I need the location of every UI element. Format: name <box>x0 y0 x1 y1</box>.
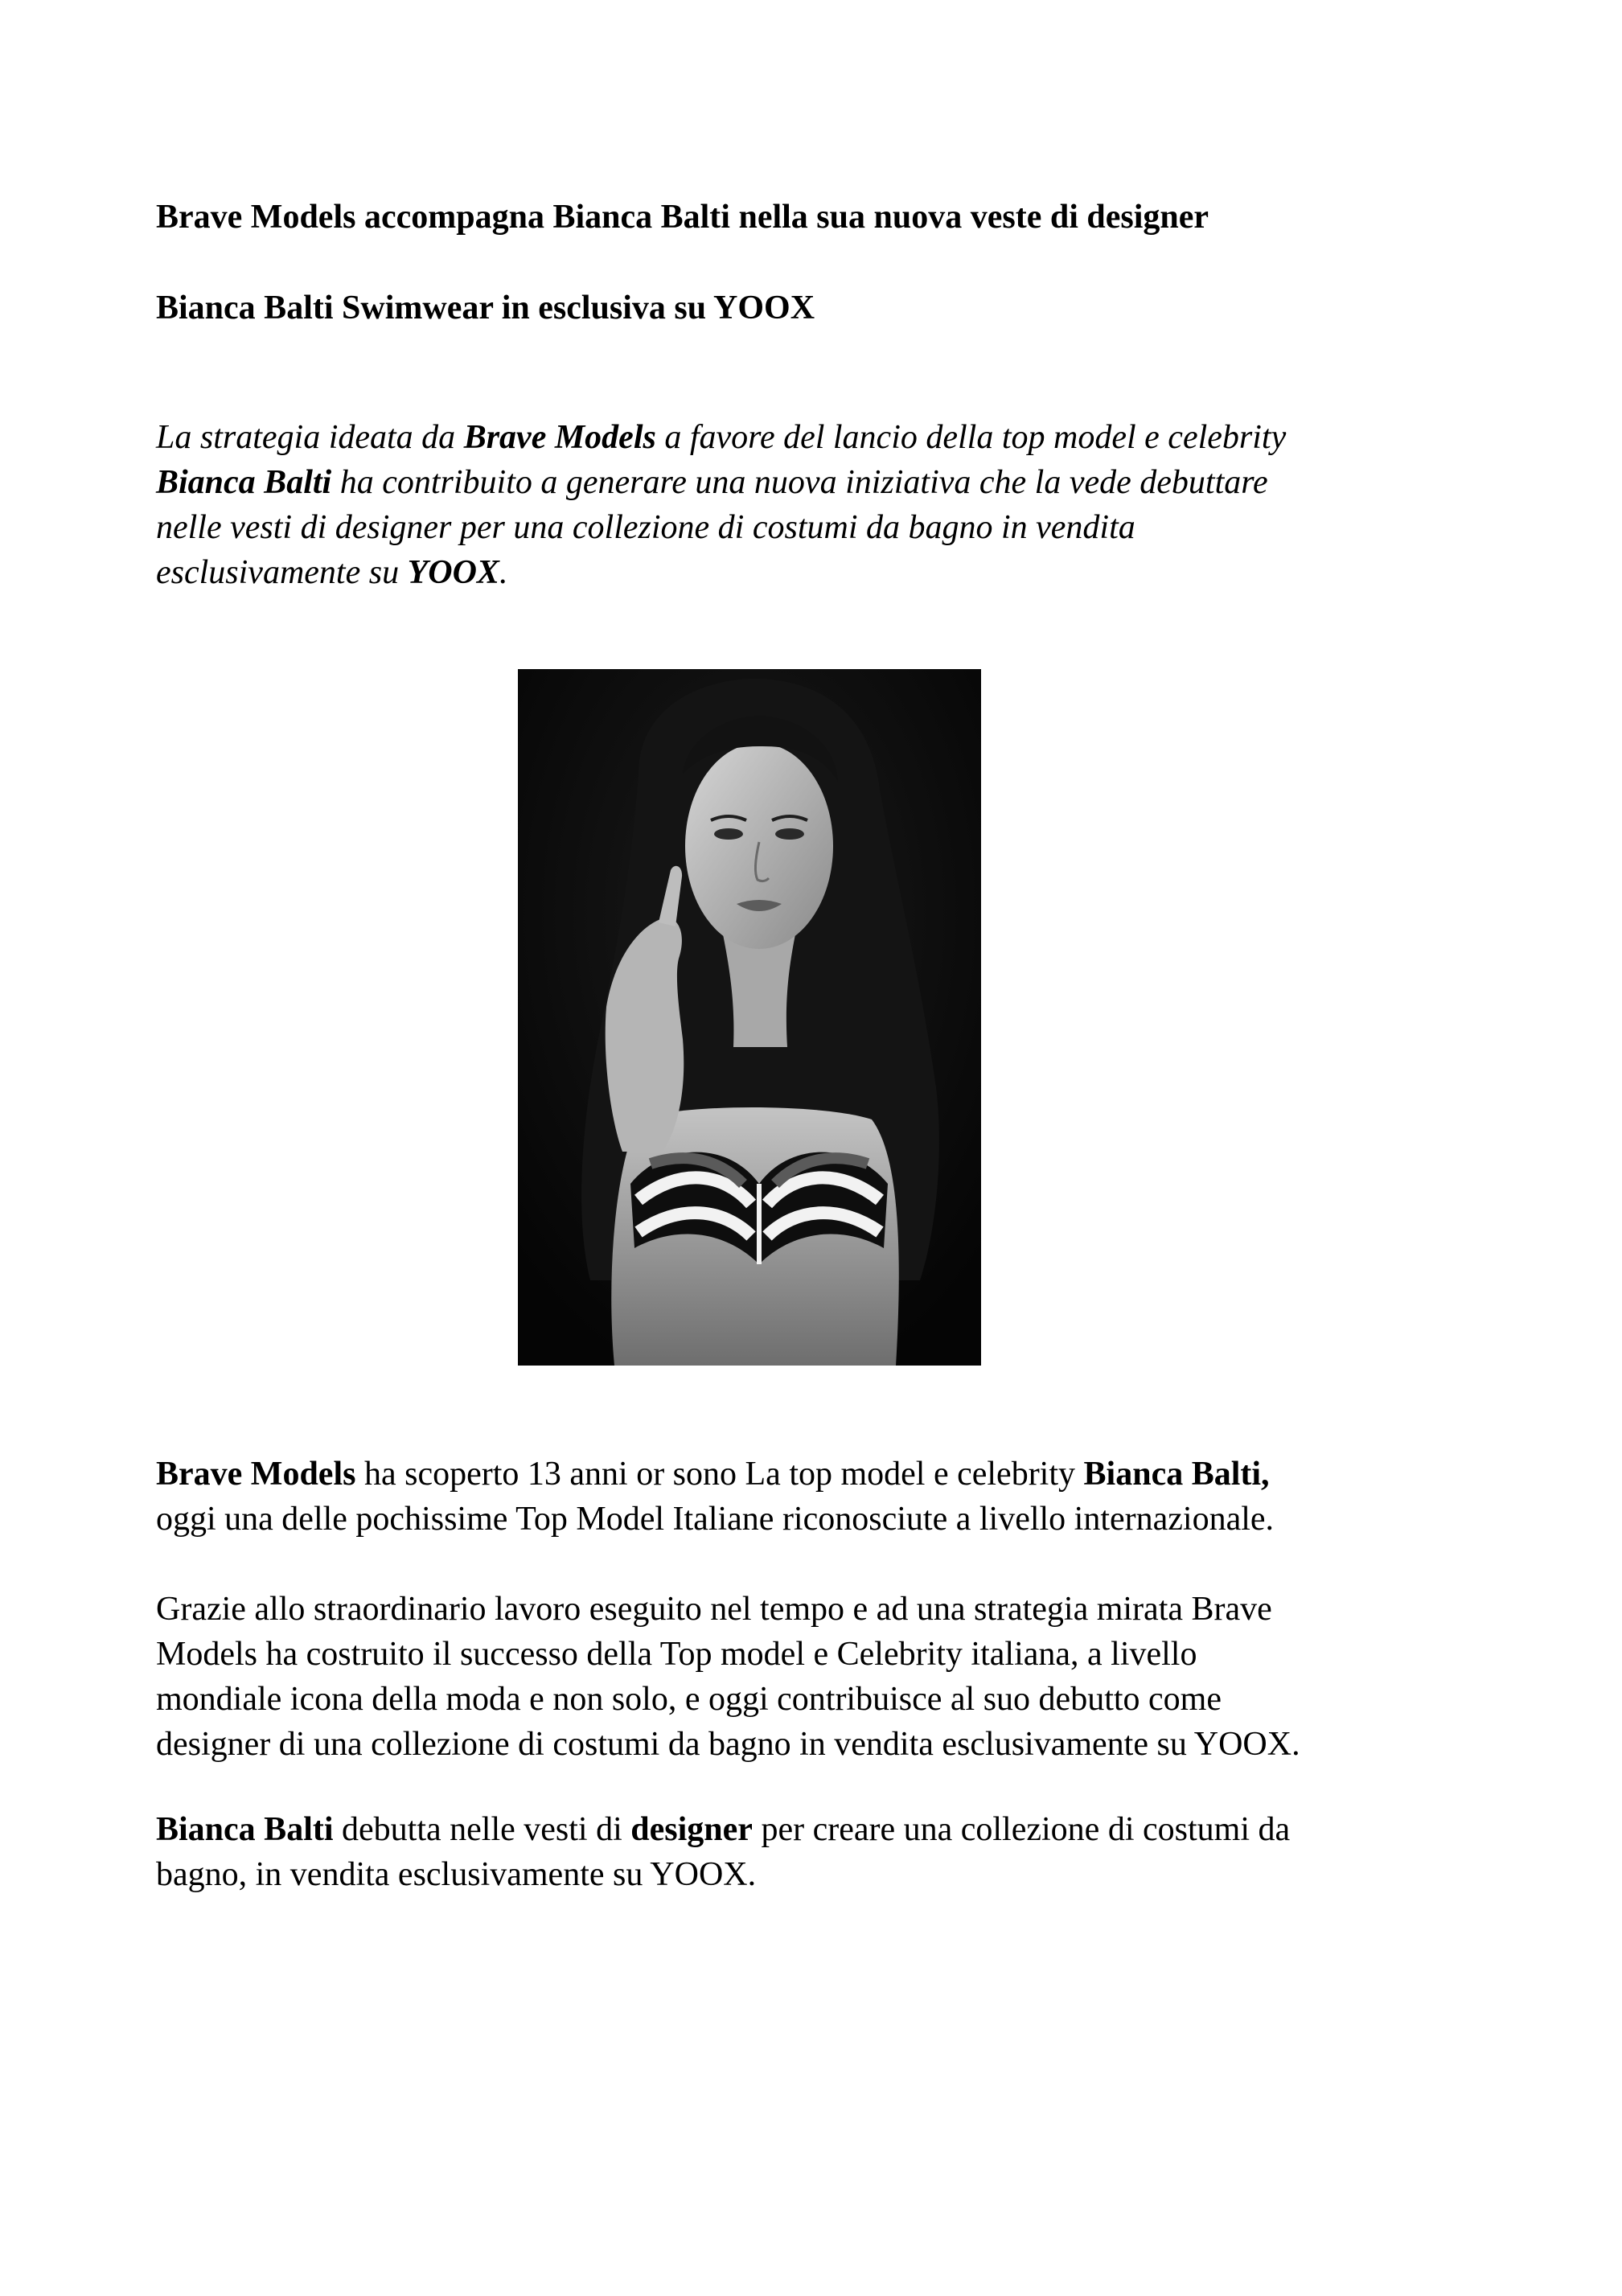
bold-text: Brave Models <box>156 1456 356 1493</box>
paragraph-line: mondiale icona della moda e non solo, e oggi contribuisce al suo debutto come <box>156 1681 1222 1718</box>
intro-bold-text: YOOX <box>407 554 499 591</box>
paragraph-line: Grazie allo straordinario lavoro eseguito nel tempo e ad una strategia mirata Brave <box>156 1591 1272 1628</box>
intro-text: . <box>499 554 508 591</box>
paragraph-2 <box>156 1587 1475 1767</box>
intro-text: a favore del lancio della top model e celebrity <box>655 419 1287 456</box>
model-portrait-image <box>518 669 981 1366</box>
intro-bold-text: Bianca Balti <box>156 464 332 501</box>
intro-text: esclusivamente su <box>156 554 408 591</box>
title-text: Brave Models accompagna Bianca Balti nella sua nuova veste di designer <box>156 199 1209 236</box>
paragraph-3 <box>156 1807 1475 1897</box>
intro-text: La strategia ideata da <box>156 419 464 456</box>
intro-bold-text: Brave Models <box>463 419 656 456</box>
paragraph-line <box>156 1807 1475 1852</box>
paragraph-line: designer di una collezione di costumi da bagno in vendita esclusivamente su YOOX. <box>156 1726 1300 1763</box>
paragraph-line: oggi una delle pochissime Top Model Italiane riconosciute a livello internazionale. <box>156 1501 1275 1538</box>
intro-line <box>156 505 1475 550</box>
intro-paragraph <box>156 415 1475 595</box>
body-text: per creare una collezione di costumi da <box>752 1811 1291 1848</box>
document-title <box>156 195 1475 240</box>
document-subtitle <box>156 285 1475 331</box>
bold-text: Bianca Balti, <box>1083 1456 1270 1493</box>
paragraph-line: Models ha costruito il successo della Top model e Celebrity italiana, a livello <box>156 1636 1197 1673</box>
bold-text: designer <box>630 1811 753 1848</box>
intro-text: nelle vesti di designer per una collezione di costumi da bagno in vendita <box>156 509 1135 546</box>
subtitle-text: Bianca Balti Swimwear in esclusiva su YOOX <box>156 290 815 327</box>
intro-line <box>156 460 1475 505</box>
bold-text: Bianca Balti <box>156 1811 334 1848</box>
paragraph-line <box>156 1452 1475 1497</box>
paragraph-line: bagno, in vendita esclusivamente su YOOX. <box>156 1856 757 1893</box>
intro-text: ha contribuito a generare una nuova iniziativa che la vede debuttare <box>331 464 1268 501</box>
intro-line <box>156 550 1475 595</box>
paragraph-1 <box>156 1452 1475 1542</box>
body-text: debutta nelle vesti di <box>333 1811 631 1848</box>
intro-line <box>156 415 1475 460</box>
model-photo <box>518 669 981 1366</box>
body-text: ha scoperto 13 anni or sono La top model e celebrity <box>355 1456 1084 1493</box>
